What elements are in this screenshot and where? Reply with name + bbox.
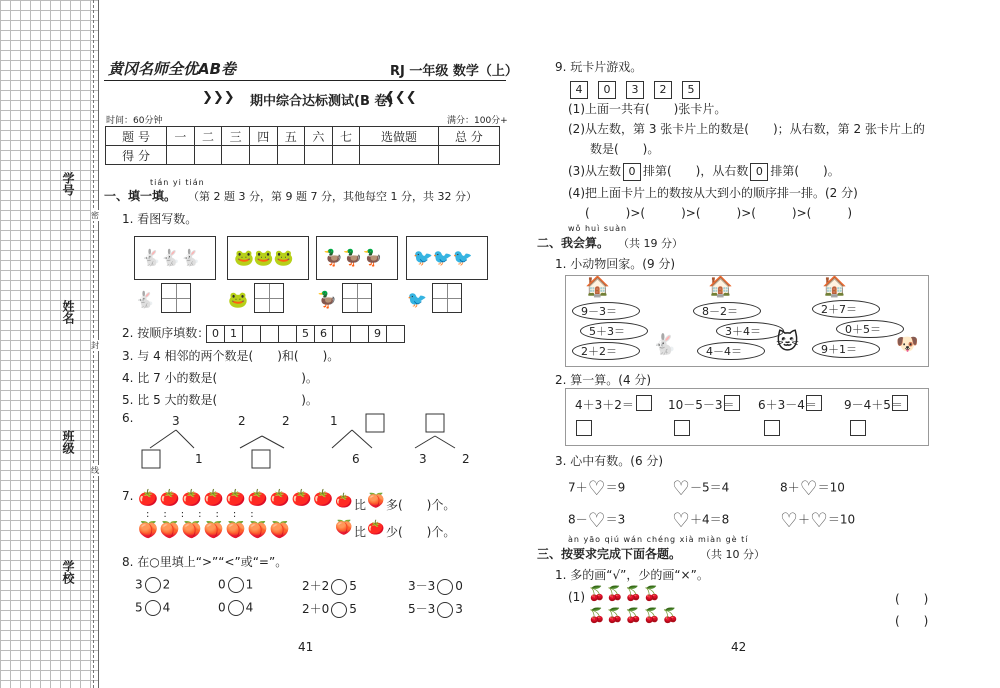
cmp-item: 2＋0 5 — [302, 602, 357, 616]
compare-circle[interactable] — [145, 577, 161, 593]
card: 2 — [654, 81, 672, 99]
card: 5 — [682, 81, 700, 99]
q7-label: 7. — [122, 489, 134, 503]
s2-pinyin: wǒ huì suàn — [568, 224, 628, 233]
q8-label: 8. 在○里填上“>”“<”或“=”。 — [122, 555, 288, 569]
tree3-bottom: 6 — [352, 452, 360, 466]
birds-picture: 🐦🐦🐦🐦 — [406, 236, 488, 280]
card: 0 — [598, 81, 616, 99]
dog-icon: 🐶 — [896, 334, 919, 355]
cmp-item: 3－3 0 — [408, 579, 463, 593]
cmp-item: 0 4 — [218, 600, 254, 615]
heart-eq: 8－♡＝3 — [568, 508, 626, 532]
equation-oval[interactable]: 3＋4＝ — [716, 322, 784, 340]
answer-box-2[interactable] — [254, 283, 284, 313]
name-label: 姓名 — [61, 300, 75, 324]
score-head-8: 选做题 — [360, 127, 439, 146]
q7-r1-bi: 比 — [354, 498, 367, 512]
q22-label: 2. 算一算。(4 分) — [555, 373, 652, 387]
title-arrows-left: ❯❯❯ — [202, 90, 235, 105]
number-trees — [130, 410, 490, 480]
q9-c: (3)从左数 0 排第( )，从右数 0 排第( )。 — [568, 162, 840, 181]
title-arrows-right: ❮❮❮ — [384, 90, 417, 105]
cmp-item: 5－3 3 — [408, 602, 463, 616]
heart-eq: ♡－5＝4 — [672, 476, 730, 500]
peaches-row: 🍑🍑🍑🍑🍑🍑🍑 — [138, 520, 292, 539]
score-cell[interactable] — [222, 146, 250, 165]
heart-eq: ♡＋4＝8 — [672, 508, 730, 532]
rabbit-icon: 🐇 — [652, 332, 677, 356]
tomato-icon: 🍅 — [335, 493, 353, 509]
step-square[interactable] — [764, 420, 780, 436]
cmp-item: 0 1 — [218, 577, 254, 592]
score-head-5: 五 — [277, 127, 305, 146]
score-table — [105, 126, 500, 165]
heart-icon[interactable]: ♡ — [780, 508, 798, 532]
q9-label: 9. 玩卡片游戏。 — [555, 60, 643, 74]
house-icon: 🏠 — [708, 274, 733, 298]
frogs-picture: 🐸🐸🐸🐸 — [227, 236, 309, 280]
heart-eq: 8＋♡＝10 — [780, 476, 845, 500]
score-cell[interactable] — [194, 146, 222, 165]
q31-sub: (1) — [568, 590, 585, 604]
equation-oval[interactable]: 5＋3＝ — [580, 322, 648, 340]
q7-r1-tail: 多( )个。 — [386, 498, 456, 512]
score-cell[interactable] — [305, 146, 333, 165]
s3-pinyin: àn yāo qiú wán chéng xià miàn gè tí — [568, 535, 749, 544]
cmp-item: 2＋2 5 — [302, 579, 357, 593]
step-square[interactable] — [674, 420, 690, 436]
cmp-item: 5 4 — [135, 600, 171, 615]
q7-r2-tail: 少( )个。 — [386, 525, 456, 539]
score-cell[interactable] — [167, 146, 195, 165]
score-header-row — [106, 127, 500, 146]
equation-oval[interactable]: 2＋2＝ — [572, 342, 640, 360]
time-limit: 时间：60分钟 — [106, 116, 163, 126]
equation-oval[interactable]: 2＋7＝ — [812, 300, 880, 318]
seq-cell[interactable] — [278, 325, 297, 343]
score-head-2: 二 — [194, 127, 222, 146]
score-head-1: 一 — [167, 127, 195, 146]
answer-square[interactable] — [724, 395, 740, 411]
equation-oval[interactable]: 9－3＝ — [572, 302, 640, 320]
seq-cell[interactable]: 9 — [368, 325, 387, 343]
calc-item: 9－4＋5＝ — [844, 398, 903, 412]
tree2-right: 2 — [282, 414, 290, 428]
equation-oval[interactable]: 8－2＝ — [693, 302, 761, 320]
exam-title: 期中综合达标测试(B 卷) — [250, 94, 394, 109]
s1-title: 一、填一填。 — [104, 189, 177, 203]
seq-cell[interactable]: 5 — [296, 325, 315, 343]
calc-item: 6＋3－4＝ — [758, 398, 817, 412]
seal-xian: 线 — [91, 466, 99, 475]
equation-oval[interactable]: 0＋5＝ — [836, 320, 904, 338]
q7-r2-bi: 比 — [354, 525, 367, 539]
heart-icon[interactable]: ♡ — [672, 476, 690, 500]
binding-grid — [0, 0, 99, 688]
tree2-left: 2 — [238, 414, 246, 428]
seq-cell[interactable]: 1 — [224, 325, 243, 343]
cards-row — [570, 78, 710, 99]
s1-pinyin: tián yi tián — [150, 178, 205, 187]
sequence-cells — [206, 323, 404, 343]
page-number-right: 42 — [731, 640, 747, 654]
answer-square[interactable] — [892, 395, 908, 411]
step-square[interactable] — [576, 420, 592, 436]
score-head-3: 三 — [222, 127, 250, 146]
score-head-6: 六 — [305, 127, 333, 146]
heart-icon[interactable]: ♡ — [799, 476, 818, 500]
answer-square[interactable] — [806, 395, 822, 411]
answer-box-4[interactable] — [432, 283, 462, 313]
house-icon: 🏠 — [822, 274, 847, 298]
s1-note: （第 2 题 3 分，第 9 题 7 分，其他每空 1 分，共 32 分） — [188, 190, 477, 203]
answer-square[interactable] — [636, 395, 652, 411]
card: 3 — [626, 81, 644, 99]
calc-item: 10－5－3＝ — [668, 398, 735, 412]
tree4-right: 2 — [462, 452, 470, 466]
score-head-9: 总 分 — [438, 127, 499, 146]
q5-text: 5. 比 5 大的数是( )。 — [122, 393, 318, 407]
q2-label: 2. 按顺序填数： — [122, 326, 210, 340]
step-square[interactable] — [850, 420, 866, 436]
s3-title: 三、按要求完成下面各题。 — [537, 547, 682, 561]
seal-feng: 封 — [91, 341, 99, 350]
score-row-label: 得 分 — [106, 146, 167, 165]
student-number-label: 学号 — [61, 172, 75, 196]
compare-circle[interactable] — [437, 579, 453, 595]
answer-paren[interactable]: ( ) — [895, 614, 929, 628]
seq-cell[interactable] — [350, 325, 369, 343]
score-head-0: 题 号 — [106, 127, 167, 146]
q6-label: 6. — [122, 411, 134, 425]
seq-cell[interactable] — [242, 325, 261, 343]
page-number-left: 41 — [298, 640, 314, 654]
calc-item: 4＋3＋2＝ — [575, 398, 634, 412]
compare-circle[interactable] — [145, 600, 161, 616]
q23-label: 3. 心中有数。(6 分) — [555, 454, 664, 468]
compare-circle[interactable] — [228, 600, 244, 616]
q9-b2: 数是( )。 — [590, 142, 660, 156]
header-rule — [104, 80, 506, 81]
heart-icon[interactable]: ♡ — [809, 508, 828, 532]
q1-label: 1. 看图写数。 — [122, 212, 198, 226]
seq-cell[interactable]: 0 — [206, 325, 225, 343]
heart-icon[interactable]: ♡ — [672, 508, 690, 532]
brand-logo: 黄冈名师全优AB卷 — [108, 60, 237, 78]
full-score: 满分：100分+ — [447, 116, 508, 126]
compare-circle[interactable] — [331, 602, 347, 618]
ducks-picture: 🦆🦆🦆🦆 — [316, 236, 398, 280]
peach-icon: 🍑 — [367, 493, 385, 509]
cat-icon: 🐱 — [776, 330, 799, 355]
score-cell[interactable] — [249, 146, 277, 165]
seq-cell[interactable]: 6 — [314, 325, 333, 343]
s2-note: （共 19 分） — [618, 237, 683, 250]
q9-d: (4)把上面卡片上的数按从大到小的顺序排一排。(2 分) — [568, 186, 858, 200]
heart-icon[interactable]: ♡ — [587, 476, 606, 500]
dots-row: ::::::: — [146, 509, 268, 520]
q21-label: 1. 小动物回家。(9 分) — [555, 257, 676, 271]
tree1-top: 3 — [172, 414, 180, 428]
grade-subject: RJ 一年级 数学（上） — [390, 64, 518, 79]
q31-label: 1. 多的画“√”，少的画“×”。 — [555, 568, 709, 582]
cherries-row-1: 🍒🍒🍒🍒 — [588, 586, 662, 602]
q9-order: ( )>( )>( )>( )>( ) — [585, 206, 853, 220]
score-cell[interactable] — [277, 146, 305, 165]
s3-note: （共 10 分） — [700, 548, 765, 561]
score-head-7: 七 — [332, 127, 360, 146]
s2-title: 二、我会算。 — [537, 236, 610, 250]
compare-circle[interactable] — [437, 602, 453, 618]
score-cell[interactable] — [438, 146, 499, 165]
answer-paren[interactable]: ( ) — [895, 592, 929, 606]
rabbits-picture: 🐇🐇🐇🐇 — [134, 236, 216, 280]
q9-a: (1)上面一共有( )张卡片。 — [568, 102, 727, 116]
cmp-item: 3 2 — [135, 577, 171, 592]
equation-oval[interactable]: 9＋1＝ — [812, 340, 880, 358]
q4-text: 4. 比 7 小的数是( )。 — [122, 371, 318, 385]
tree4-left: 3 — [419, 452, 427, 466]
class-label: 班级 — [61, 430, 75, 454]
score-value-row — [106, 146, 500, 165]
score-head-4: 四 — [249, 127, 277, 146]
tree1-right: 1 — [195, 452, 203, 466]
tree3-left: 1 — [330, 414, 338, 428]
q9-b: (2)从左数，第 3 张卡片上的数是( )；从右数，第 2 张卡片上的 — [568, 122, 925, 136]
score-cell[interactable] — [332, 146, 360, 165]
compare-circle[interactable] — [331, 579, 347, 595]
answer-box-1[interactable] — [161, 283, 191, 313]
school-label: 学校 — [61, 560, 75, 584]
tomato-icon: 🍅 — [367, 520, 385, 536]
peach-icon: 🍑 — [335, 520, 353, 536]
seal-mi: 密 — [91, 211, 99, 220]
answer-box-3[interactable] — [342, 283, 372, 313]
tomatoes-row: 🍅🍅🍅🍅🍅🍅🍅🍅🍅 — [138, 488, 336, 507]
house-icon: 🏠 — [585, 274, 610, 298]
seq-cell[interactable] — [260, 325, 279, 343]
card: 4 — [570, 81, 588, 99]
seq-cell[interactable] — [386, 325, 405, 343]
heart-eq: 7＋♡＝9 — [568, 476, 626, 500]
heart-icon[interactable]: ♡ — [587, 508, 606, 532]
heart-eq: ♡＋♡＝10 — [780, 508, 856, 532]
seq-cell[interactable] — [332, 325, 351, 343]
compare-circle[interactable] — [228, 577, 244, 593]
equation-oval[interactable]: 4－4＝ — [697, 342, 765, 360]
score-cell[interactable] — [360, 146, 439, 165]
q3-text: 3. 与 4 相邻的两个数是( )和( )。 — [122, 349, 340, 363]
cherries-row-2: 🍒🍒🍒🍒🍒 — [588, 608, 681, 624]
